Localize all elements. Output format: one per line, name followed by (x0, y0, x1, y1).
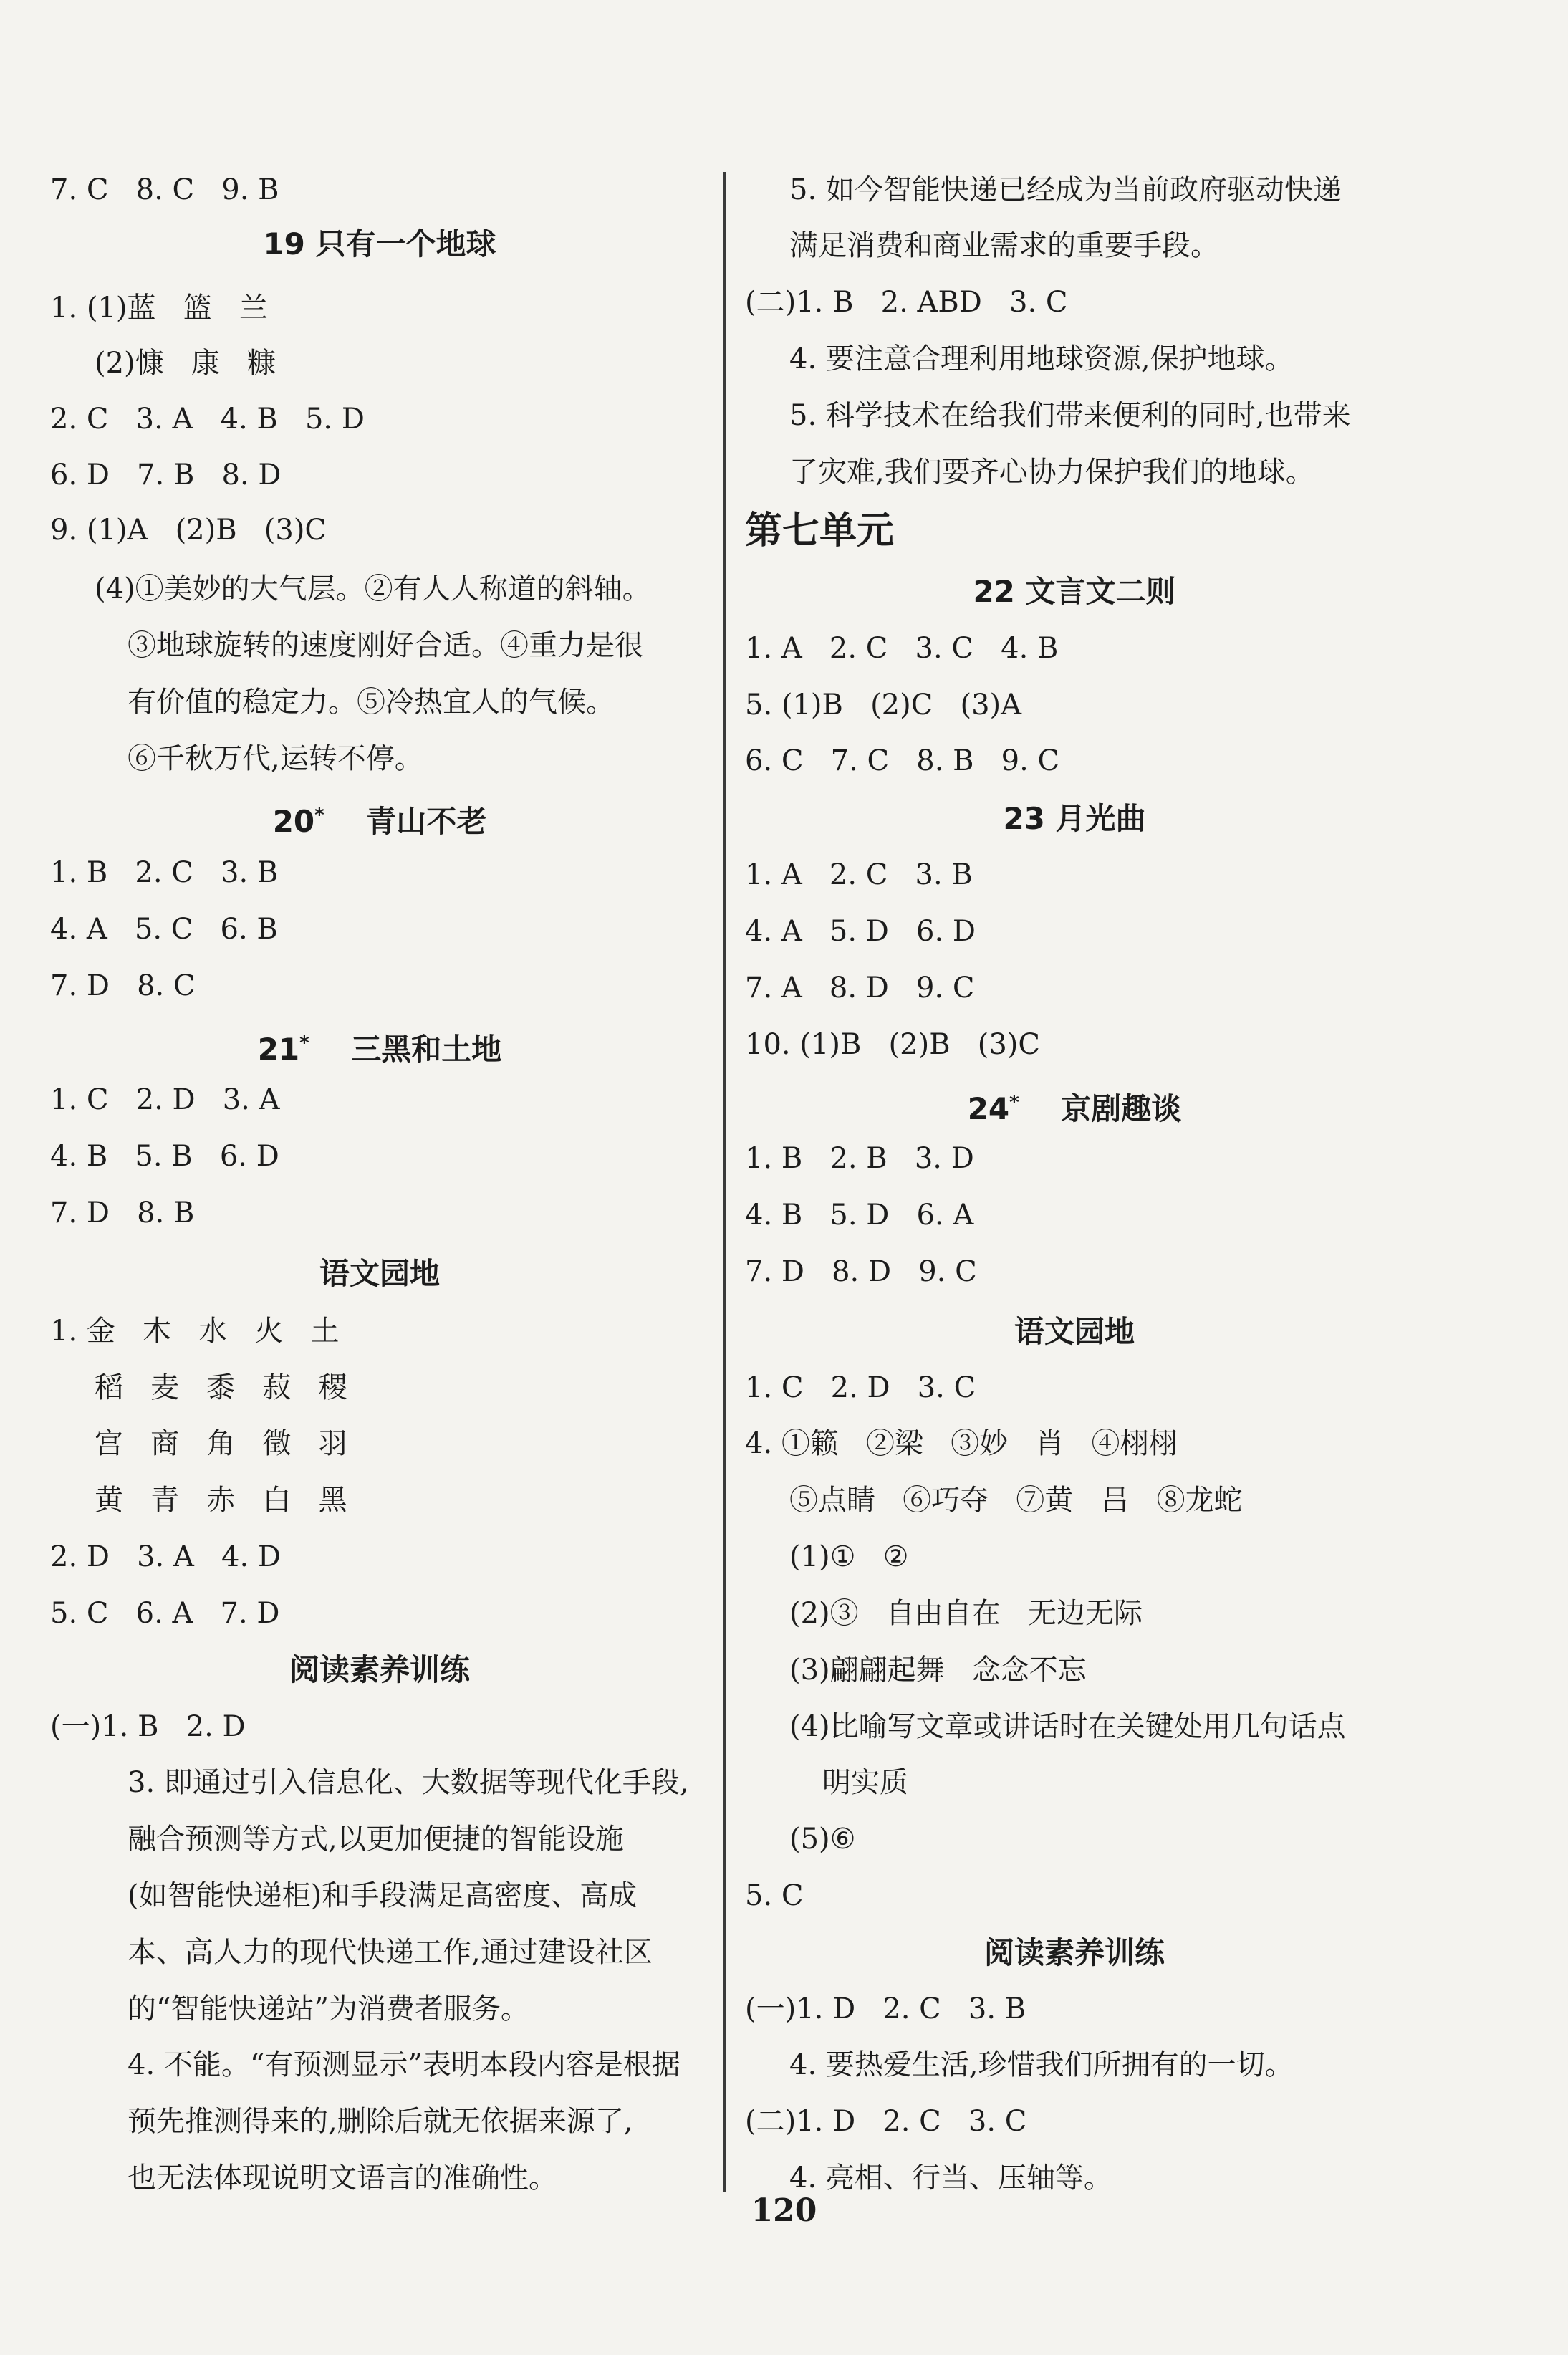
answer-line: 4. 要注意合理利用地球资源,保护地球。 (789, 342, 1294, 375)
answer-line: (5)⑥ (789, 1823, 856, 1856)
answer-line: 10. (1)B (2)B (3)C (745, 1028, 1040, 1061)
answer-line: (2)③ 自由自在 无边无际 (789, 1597, 1143, 1630)
answer-line: (一)1. B 2. D (50, 1710, 246, 1743)
answer-line: 明实质 (822, 1766, 908, 1799)
lesson-number: 20 (272, 804, 315, 839)
answer-line: 4. A 5. D 6. D (745, 915, 976, 948)
answer-line: 5. C (745, 1879, 804, 1912)
lesson-heading-20 (50, 797, 709, 839)
answer-line: ⑤点睛 ⑥巧夺 ⑦黄 吕 ⑧龙蛇 (789, 1484, 1243, 1517)
lesson-title: 青山不老 (366, 804, 487, 839)
answer-line: 1. B 2. C 3. B (50, 856, 279, 889)
answer-line: 1. (1)蓝 篮 兰 (50, 292, 268, 325)
optional-mark: * (314, 805, 324, 826)
answer-line: 本、高人力的现代快递工作,通过建设社区 (128, 1936, 653, 1969)
answer-line: 5. 科学技术在给我们带来便利的同时,也带来 (789, 399, 1351, 432)
section-heading-yuwen-yuandi: 语文园地 (1014, 1314, 1135, 1349)
lesson-heading-19: 19 只有一个地球 (263, 226, 496, 262)
answer-line: 4. ①籁 ②梁 ③妙 肖 ④栩栩 (745, 1427, 1178, 1460)
answer-line: 1. A 2. C 3. C 4. B (745, 632, 1059, 665)
unit-heading: 第七单元 (745, 509, 895, 552)
lesson-heading-24 (745, 1084, 1404, 1126)
answer-line: (如智能快递柜)和手段满足高密度、高成 (128, 1879, 638, 1912)
answer-line: 预先推测得来的,删除后就无依据来源了, (128, 2105, 633, 2138)
answer-line: 有价值的稳定力。⑤冷热宜人的气候。 (128, 686, 615, 719)
answer-line: (4)①美妙的大气层。②有人人称道的斜轴。 (95, 572, 651, 605)
optional-mark: * (1009, 1092, 1019, 1113)
answer-line: 4. A 5. C 6. B (50, 913, 278, 946)
answer-line: 宫 商 角 徵 羽 (95, 1427, 347, 1460)
section-heading-reading: 阅读素养训练 (289, 1652, 470, 1687)
answer-line: ③地球旋转的速度刚好合适。④重力是很 (128, 629, 643, 662)
section-heading-reading: 阅读素养训练 (983, 1935, 1165, 1970)
answer-line: 5. (1)B (2)C (3)A (745, 689, 1022, 721)
answer-line: 1. C 2. D 3. C (745, 1371, 976, 1404)
answer-line: 4. 不能。“有预测显示”表明本段内容是根据 (128, 2048, 680, 2081)
answer-line: (2)慷 康 糠 (95, 347, 276, 380)
lesson-heading-22: 22 文言文二则 (973, 574, 1176, 609)
answer-line: 4. 亮相、行当、压轴等。 (789, 2162, 1112, 2195)
answer-line: (二)1. D 2. C 3. C (745, 2105, 1027, 2138)
answer-line: 7. D 8. C (50, 969, 196, 1002)
section-heading-yuwen-yuandi: 语文园地 (319, 1256, 440, 1291)
answer-line: 稻 麦 黍 菽 稷 (95, 1371, 347, 1404)
answer-line: 5. C 6. A 7. D (50, 1597, 280, 1630)
answer-line: (二)1. B 2. ABD 3. C (745, 286, 1068, 319)
answer-line: 5. 如今智能快递已经成为当前政府驱动快递 (789, 173, 1342, 206)
page-number: 120 (751, 2192, 817, 2229)
answer-line: 1. C 2. D 3. A (50, 1083, 280, 1116)
answer-line: 1. 金 木 水 火 土 (50, 1315, 340, 1348)
answer-line: 6. D 7. B 8. D (50, 459, 282, 491)
lesson-heading-21 (50, 1025, 709, 1067)
answer-line: 9. (1)A (2)B (3)C (50, 514, 327, 547)
answer-line: 7. A 8. D 9. C (745, 972, 975, 1004)
answer-line: 7. C 8. C 9. B (50, 173, 279, 206)
answer-line: 1. A 2. C 3. B (745, 858, 973, 891)
answer-line: ⑥千秋万代,运转不停。 (128, 742, 423, 775)
optional-mark: * (299, 1032, 309, 1054)
answer-line: 4. 要热爱生活,珍惜我们所拥有的一切。 (789, 2048, 1294, 2081)
answer-line: 2. D 3. A 4. D (50, 1540, 281, 1573)
answer-line: (1)① ② (789, 1540, 909, 1573)
answer-line: 的“智能快递站”为消费者服务。 (128, 1992, 529, 2025)
answer-line: (一)1. D 2. C 3. B (745, 1992, 1026, 2025)
answer-line: 7. D 8. B (50, 1196, 195, 1229)
answer-line: (4)比喻写文章或讲话时在关键处用几句话点 (789, 1710, 1346, 1743)
column-divider (723, 172, 726, 2192)
answer-line: 黄 青 赤 白 黑 (95, 1484, 347, 1517)
answer-line: (3)翩翩起舞 念念不忘 (789, 1654, 1087, 1687)
answer-line: 满足消费和商业需求的重要手段。 (789, 229, 1219, 262)
answer-line: 也无法体现说明文语言的准确性。 (128, 2162, 557, 2195)
answer-line: 3. 即通过引入信息化、大数据等现代化手段, (128, 1766, 689, 1799)
answer-line: 了灾难,我们要齐心协力保护我们的地球。 (789, 456, 1314, 489)
lesson-title: 京剧趣谈 (1061, 1091, 1182, 1126)
answer-line: 6. C 7. C 8. B 9. C (745, 744, 1060, 777)
lesson-number: 21 (257, 1032, 300, 1067)
answer-line: 2. C 3. A 4. B 5. D (50, 403, 365, 436)
lesson-heading-23: 23 月光曲 (1003, 801, 1146, 836)
lesson-title: 三黑和土地 (351, 1032, 502, 1067)
answer-line: 融合预测等方式,以更加便捷的智能设施 (128, 1823, 624, 1856)
answer-line: 4. B 5. B 6. D (50, 1140, 279, 1173)
answer-line: 1. B 2. B 3. D (745, 1142, 974, 1175)
answer-line: 4. B 5. D 6. A (745, 1199, 974, 1232)
answer-line: 7. D 8. D 9. C (745, 1255, 977, 1288)
lesson-number: 24 (967, 1091, 1010, 1126)
